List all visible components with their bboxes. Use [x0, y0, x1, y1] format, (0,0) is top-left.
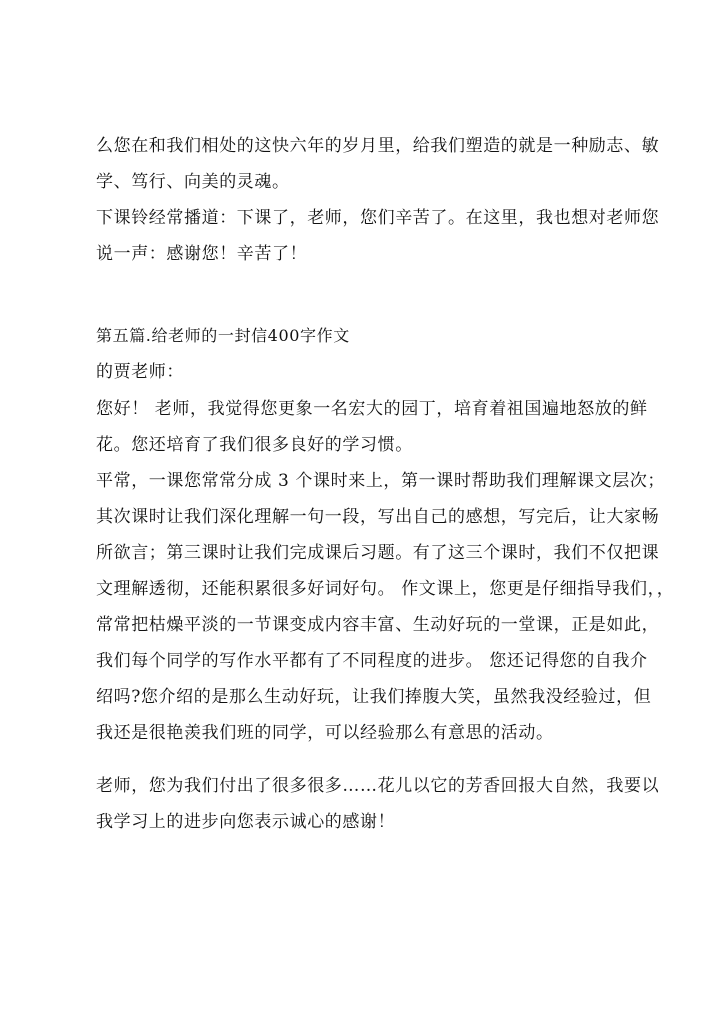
- text-line: 的贾老师：: [96, 362, 184, 382]
- text-line: 文理解透彻，还能积累很多好词好句。 作文课上，您更是仔细指导我们，，: [96, 579, 675, 599]
- paragraph-2: [96, 200, 660, 272]
- text-line: 我还是很艳羡我们班的同学，可以经验那么有意思的活动。: [96, 723, 554, 743]
- paragraph-greeting: [96, 391, 656, 463]
- text-line: 常常把枯燥平淡的一节课变成内容丰富、生动好玩的一堂课，正是如此，: [96, 615, 660, 635]
- paragraph-body: [96, 463, 675, 751]
- text-line: 其次课时让我们深化理解一句一段，写出自己的感想，写完后，让大家畅: [96, 507, 660, 527]
- section-heading: [96, 318, 656, 354]
- paragraph-closing: [96, 768, 660, 840]
- salutation: [96, 354, 656, 390]
- text-line: 您好！ 老师，我觉得您更象一名宏大的园丁，培育着祖国遍地怒放的鲜: [96, 399, 648, 419]
- heading-line: 第五篇.给老师的一封信400字作文: [96, 326, 350, 345]
- text-line: 老师，您为我们付出了很多很多……花儿以它的芳香回报大自然，我要以: [96, 776, 660, 796]
- paragraph-1: [96, 128, 660, 200]
- text-line: 花。您还培育了我们很多良好的学习惯。: [96, 435, 413, 455]
- text-line: 说一声：感谢您！辛苦了！: [96, 244, 308, 264]
- text-line: 下课铃经常播道：下课了，老师，您们辛苦了。在这里，我也想对老师您: [96, 208, 660, 228]
- text-line: 学、笃行、向美的灵魂。: [96, 172, 290, 192]
- text-line: 么您在和我们相处的这快六年的岁月里，给我们塑造的就是一种励志、敏: [96, 136, 660, 156]
- text-line: 平常，一课您常常分成 3 个课时来上，第一课时帮助我们理解课文层次；: [96, 471, 666, 491]
- text-line: 我们每个同学的写作水平都有了不同程度的进步。 您还记得您的自我介: [96, 651, 648, 671]
- text-line: 所欲言；第三课时让我们完成课后习题。有了这三个课时，我们不仅把课: [96, 543, 660, 563]
- text-line: 绍吗?您介绍的是那么生动好玩，让我们捧腹大笑，虽然我没经验过，但: [96, 687, 652, 707]
- text-line: 我学习上的进步向您表示诚心的感谢！: [96, 812, 396, 832]
